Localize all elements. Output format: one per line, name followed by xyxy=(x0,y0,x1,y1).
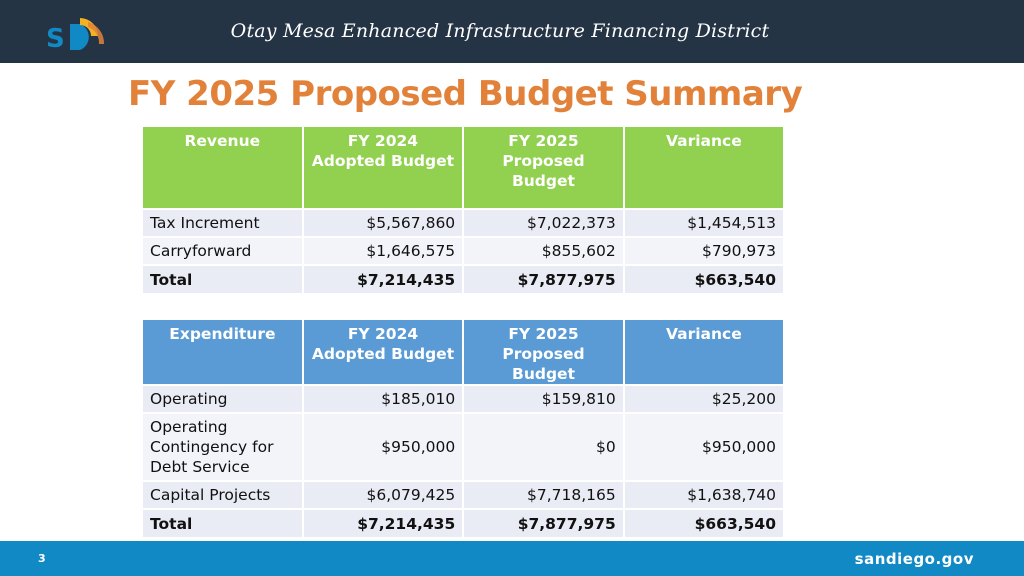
column-header: Variance xyxy=(625,127,783,208)
row-label: Operating xyxy=(143,386,302,412)
table-cell: $950,000 xyxy=(625,414,783,480)
table-header-row xyxy=(143,320,783,384)
column-header: FY 2025 Proposed Budget xyxy=(464,127,623,208)
table-cell: $7,214,435 xyxy=(304,510,463,537)
table-row xyxy=(143,210,783,236)
table-row xyxy=(143,238,783,264)
table-row xyxy=(143,482,783,508)
table-cell: $0 xyxy=(464,414,623,480)
table-cell: $5,567,860 xyxy=(304,210,463,236)
table-cell: $790,973 xyxy=(625,238,783,264)
table-cell: $7,718,165 xyxy=(464,482,623,508)
column-header: Expenditure xyxy=(143,320,302,384)
table-cell: $855,602 xyxy=(464,238,623,264)
revenue-table xyxy=(141,125,785,295)
table-row xyxy=(143,414,783,480)
row-label: Total xyxy=(143,510,302,537)
table-cell: $7,877,975 xyxy=(464,266,623,293)
column-header: FY 2024 Adopted Budget xyxy=(304,127,463,208)
table-cell: $25,200 xyxy=(625,386,783,412)
table-cell: $1,454,513 xyxy=(625,210,783,236)
table-cell: $6,079,425 xyxy=(304,482,463,508)
footer-bar xyxy=(0,541,1024,576)
table-cell: $7,877,975 xyxy=(464,510,623,537)
row-label: Total xyxy=(143,266,302,293)
table-header-row xyxy=(143,127,783,208)
page-title: FY 2025 Proposed Budget Summary xyxy=(128,74,803,114)
total-row xyxy=(143,510,783,537)
table-cell: $185,010 xyxy=(304,386,463,412)
column-header: Variance xyxy=(625,320,783,384)
row-label: Operating Contingency for Debt Service xyxy=(143,414,302,480)
table-row xyxy=(143,386,783,412)
table-cell: $7,022,373 xyxy=(464,210,623,236)
table-cell: $159,810 xyxy=(464,386,623,412)
page-number: 3 xyxy=(38,552,46,565)
column-header: Revenue xyxy=(143,127,302,208)
table-cell: $1,646,575 xyxy=(304,238,463,264)
header-bar xyxy=(0,0,1024,63)
site-link[interactable]: sandiego.gov xyxy=(854,550,974,568)
header-title: Otay Mesa Enhanced Infrastructure Financing District xyxy=(230,20,770,42)
column-header: FY 2025 Proposed Budget xyxy=(464,320,623,384)
table-cell: $7,214,435 xyxy=(304,266,463,293)
expenditure-table xyxy=(141,318,785,539)
row-label: Capital Projects xyxy=(143,482,302,508)
table-cell: $663,540 xyxy=(625,266,783,293)
row-label: Carryforward xyxy=(143,238,302,264)
row-label: Tax Increment xyxy=(143,210,302,236)
total-row xyxy=(143,266,783,293)
table-cell: $950,000 xyxy=(304,414,463,480)
table-cell: $1,638,740 xyxy=(625,482,783,508)
column-header: FY 2024 Adopted Budget xyxy=(304,320,463,384)
svg-text:S: S xyxy=(46,24,65,54)
table-cell: $663,540 xyxy=(625,510,783,537)
